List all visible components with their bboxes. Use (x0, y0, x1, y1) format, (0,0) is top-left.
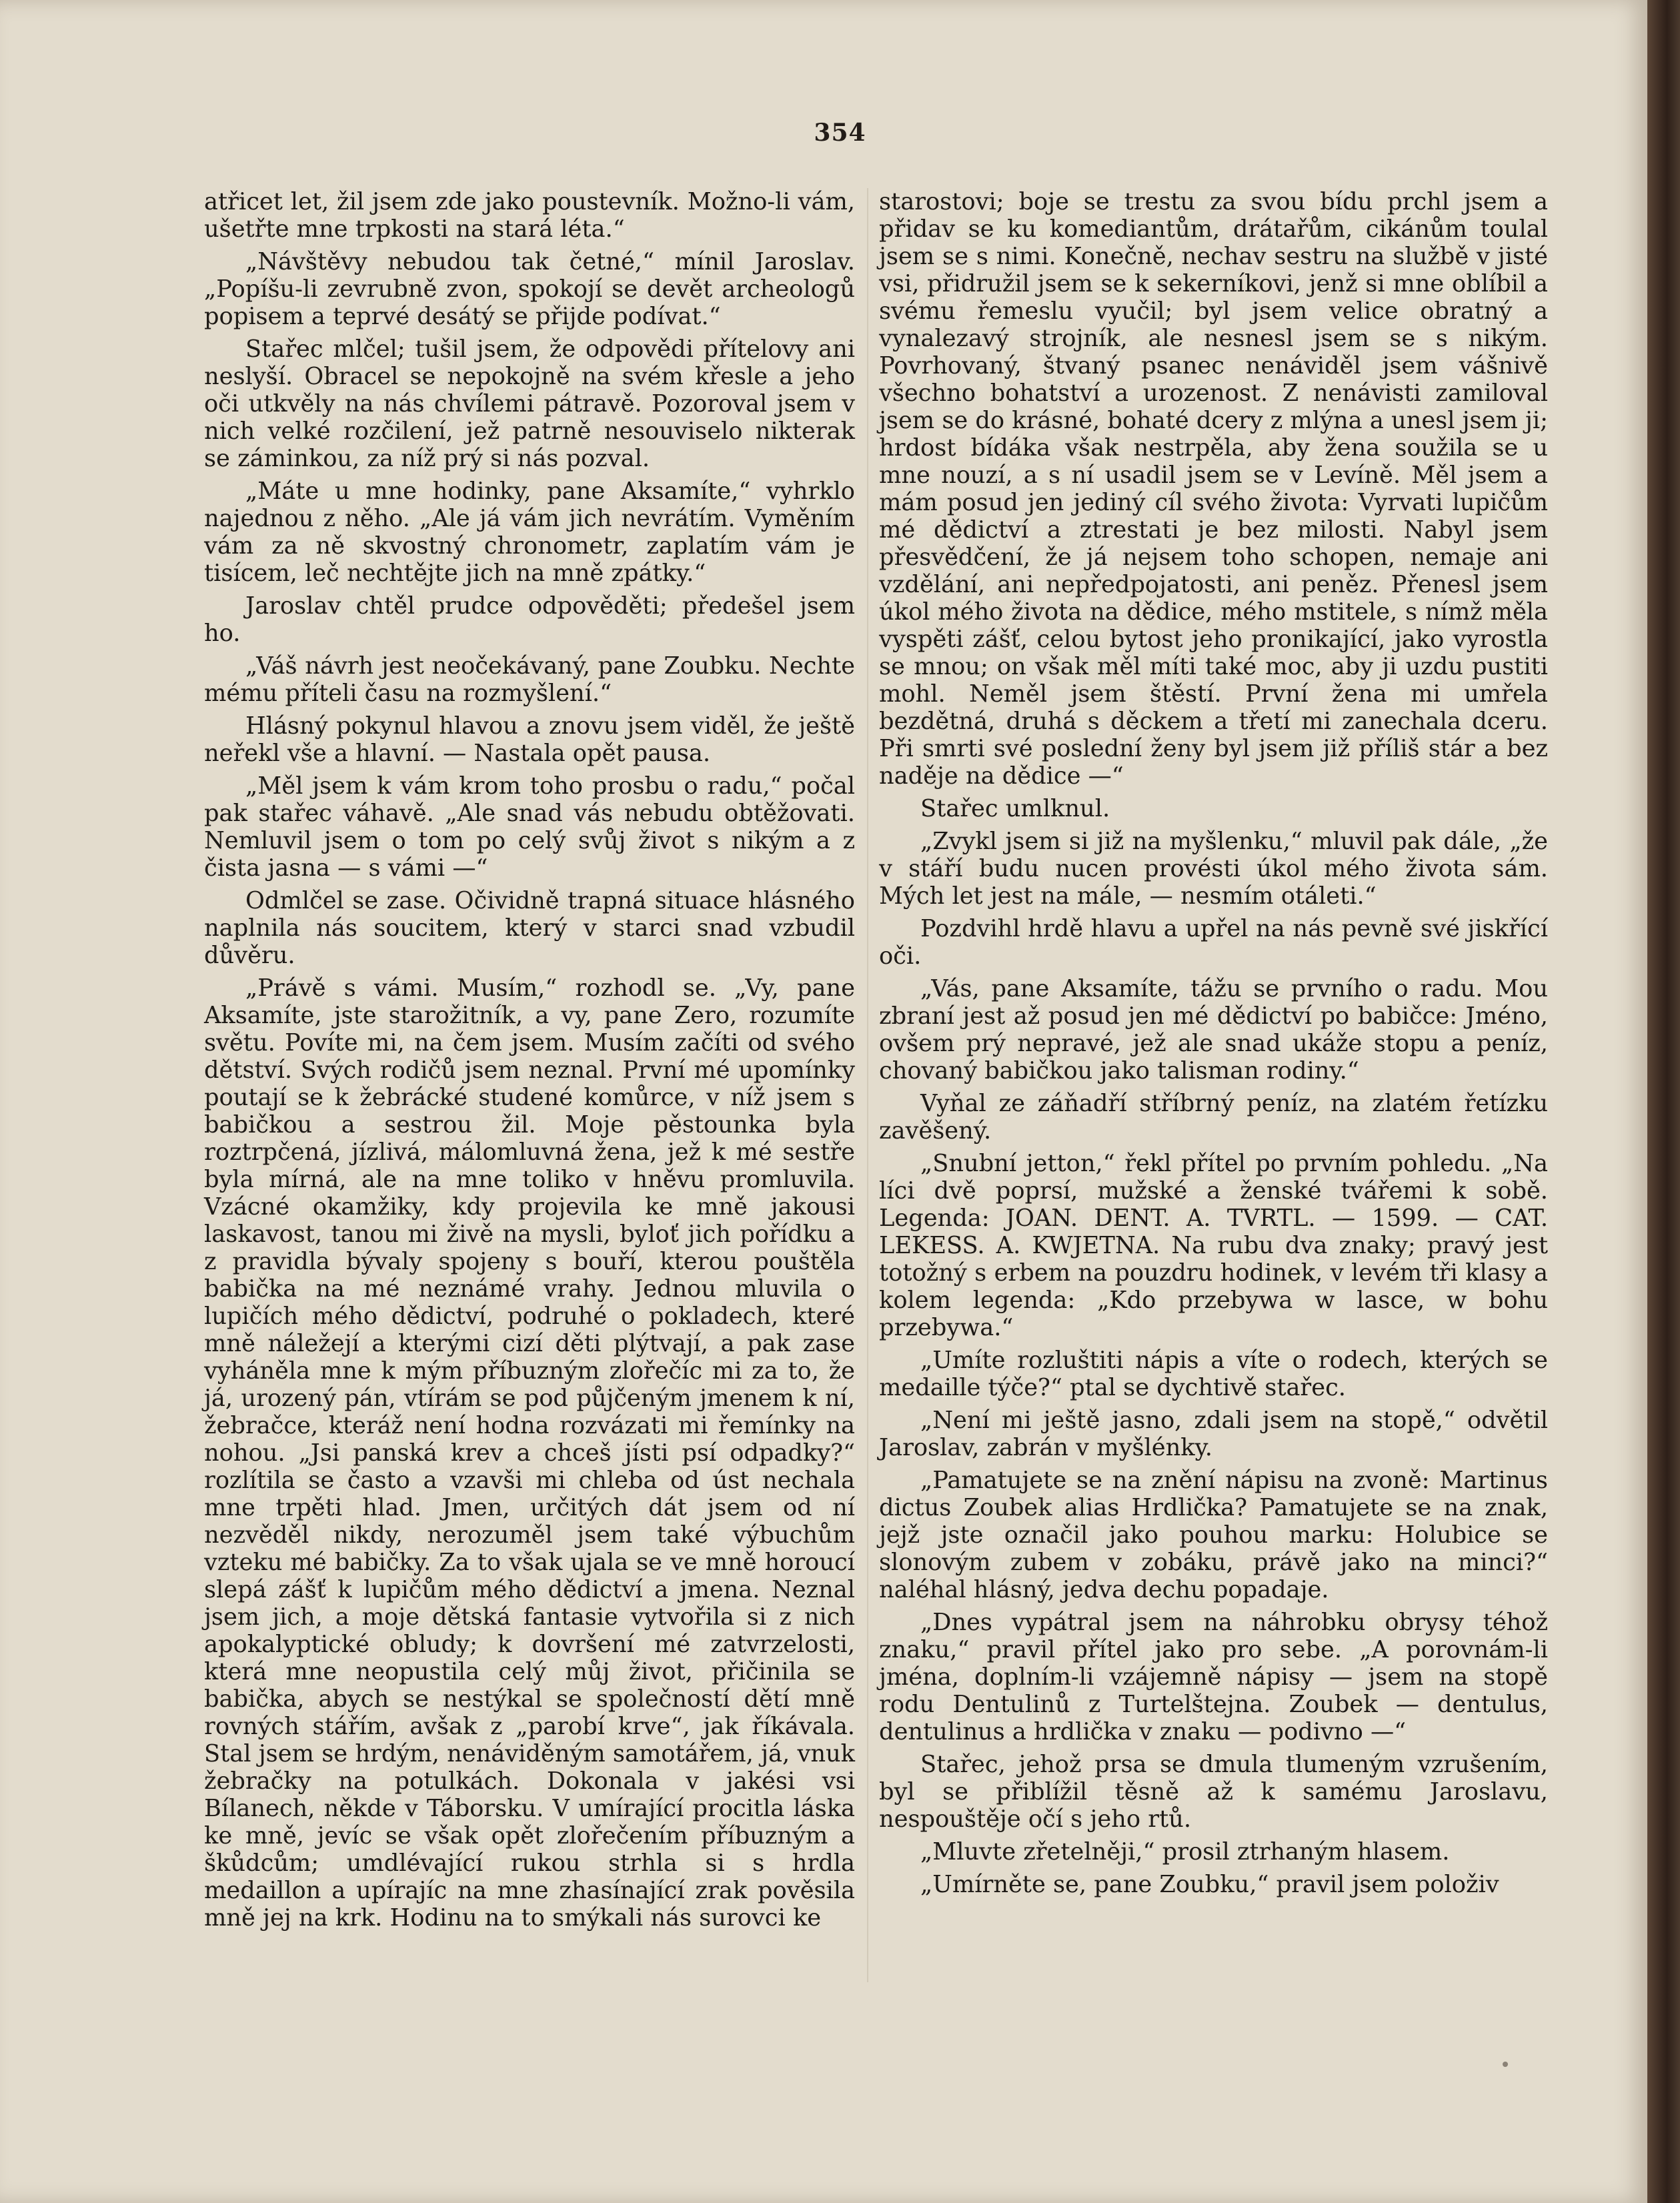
paragraph: Stařec umlknul. (920, 795, 1110, 822)
paragraph: Stařec mlčel; tušil jsem, že odpovědi přítelovy ani neslyší. Obracel se nepokojně na svém křesle a jeho oči utkvěly na nás chvílemi pátravě. Pozoroval jsem v nich velké rozčilení, jež patrně nesouviselo nikterak se záminkou, za níž prý si nás pozval. (204, 335, 855, 472)
paragraph: „Zvykl jsem si již na myšlenku,“ mluvil pak dále, „že v stáří budu nucen provésti úkol mého života sám. Mých let jest na mále, — nesmím otáleti.“ (879, 828, 1548, 910)
paragraph: „Umíte rozluštiti nápis a víte o rodech, kterých se medaille týče?“ ptal se dychtivě stařec. (879, 1347, 1548, 1401)
paragraph: starostovi; boje se trestu za svou bídu prchl jsem a přidav se ku komediantům, drátařům, cikánům toulal jsem se s nimi. Konečně, nechav sestru na službě v jisté vsi, přidružil jsem se k sekerníkovi, jenž si mne oblíbil a svému řemeslu vyučil; byl jsem velice obratný a vynalezavý strojník, ale nesnesl jsem se s nikým. Povrhovaný, štvaný psanec nenáviděl jsem vášnivě všechno bohatství a urozenost. Z nenávisti zamiloval jsem se do krásné, bohaté dcery z mlýna a unesl jsem ji; hrdost bídáka však nestrpěla, aby žena soužila se u mne nouzí, a s ní usadil jsem se v Levíně. Měl jsem a mám posud jen jediný cíl svého života: Vyrvati lupičům mé dědictví a ztrestati je bez milosti. Nabyl jsem přesvědčení, že já nejsem toho schopen, nemaje ani vzdělání, ani nepředpojatosti, ani peněz. Přenesl jsem úkol mého života na dědice, mého mstitele, s nímž měla vyspěti zášť, celou bytost jeho pronikající, jako vyrostla se mnou; on však měl míti také moc, aby ji uzdu pustiti mohl. Neměl jsem štěstí. První žena mi umřela bezdětná, druhá s děckem a třetí mi zanechala dceru. Při smrti své poslední ženy byl jsem již příliš stár a bez naděje na dědice —“ (879, 188, 1548, 790)
paragraph: „Mluvte zřetelněji,“ prosil ztrhaným hlasem. (920, 1838, 1450, 1866)
page-number: 354 (814, 119, 866, 147)
paragraph: „Návštěvy nebudou tak četné,“ mínil Jaroslav. „Popíšu-li zevrubně zvon, spokojí se devět archeologů popisem a teprvé desátý se přijde podívat.“ (204, 248, 855, 330)
paragraph: Stařec, jehož prsa se dmula tlumeným vzrušením, byl se přiblížil těsně až k samému Jaroslavu, nespouštěje očí s jeho rtů. (879, 1751, 1548, 1833)
paragraph: Hlásný pokynul hlavou a znovu jsem viděl, že ještě neřekl vše a hlavní. — Nastala opět pausa. (204, 712, 855, 767)
paragraph: Jaroslav chtěl prudce odpověděti; předešel jsem ho. (204, 592, 855, 647)
paragraph: „Dnes vypátral jsem na náhrobku obrysy téhož znaku,“ pravil přítel jako pro sebe. „A porovnám-li jména, doplním-li vzájemně nápisy — jsem na stopě rodu Dentulinů z Turtelštejna. Zoubek — dentulus, dentulinus a hrdlička v znaku — podivno —“ (879, 1609, 1548, 1745)
paragraph: „Pamatujete se na znění nápisu na zvoně: Martinus dictus Zoubek alias Hrdlička? Pamatujete se na znak, jejž jste označil jako pouhou marku: Holubice se slonovým zubem v zobáku, právě jako na minci?“ naléhal hlásný, jedva dechu popadaje. (879, 1467, 1548, 1603)
paragraph: „Právě s vámi. Musím,“ rozhodl se. „Vy, pane Aksamíte, jste starožitník, a vy, pane Zero, rozumíte světu. Povíte mi, na čem jsem. Musím začíti od svého dětství. Svých rodičů jsem neznal. První mé upomínky poutají se k žebrácké studené komůrce, v níž jsem s babičkou a sestrou žil. Moje pěstounka byla roztrpčená, jízlivá, málomluvná žena, jež k mé sestře byla mírná, ale na mne toliko v hněvu promluvila. Vzácné okamžiky, kdy projevila ke mně jakousi laskavost, tanou mi živě na mysli, byloť jich pořídku a z pravidla bývaly spojeny s bouří, kterou pouštěla babička na mé neznámé vrahy. Jednou mluvila o lupičích mého dědictví, podruhé o pokladech, které mně náležejí a kterými cizí děti plýtvají, a pak zase vyháněla mne k mým příbuzným zlořečíc mi za to, že já, urozený pán, vtírám se pod půjčeným jmenem k ní, žebračce, kteráž není hodna rozvázati mi řemínky na nohou. „Jsi panská krev a chceš jísti psí odpadky?“ rozlítila se často a vzavši mi chleba od úst nechala mne trpěti hlad. Jmen, určitých dát jsem od ní nezvěděl nikdy, nerozuměl jsem také výbuchům vzteku mé babičky. Za to však ujala se ve mně horoucí slepá zášť k lupičům mého dědictví a jmena. Neznal jsem jich, a moje dětská fantasie vytvořila si z nich apokalyptické obludy; k dovršení mé zatvrzelosti, která mne neopustila celý můj život, přičinila se babička, abych se nestýkal se společností dětí mně rovných stářím, avšak z „parobí krve“, jak říkávala. Stal jsem se hrdým, nenáviděným samotářem, já, vnuk žebračky na potulkách. Dokonala v jakési vsi Bílanech, někde v Táborsku. V umírající procitla láska ke mně, jevíc se však opět zlořečením příbuzným a škůdcům; umdlévající rukou strhla si s hrdla medaillon a upírajíc na mne zhasínající zrak pověsila mně jej na krk. Hodinu na to smýkali nás surovci ke (204, 974, 855, 1932)
paragraph: Odmlčel se zase. Očividně trapná situace hlásného naplnila nás soucitem, který v starci snad vzbudil důvěru. (204, 887, 855, 969)
paper-speck (1503, 2062, 1508, 2067)
paragraph: Pozdvihl hrdě hlavu a upřel na nás pevně své jiskřící oči. (879, 915, 1548, 970)
paragraph: „Máte u mne hodinky, pane Aksamíte,“ vyhrklo najednou z něho. „Ale já vám jich nevrátím. Vyměním vám za ně skvostný chronometr, zaplatím vám je tisícem, leč nechtějte jich na mně zpátky.“ (204, 478, 855, 587)
paragraph: „Váš návrh jest neočekávaný, pane Zoubku. Nechte mému příteli času na rozmyšlení.“ (204, 652, 855, 707)
paragraph: „Snubní jetton,“ řekl přítel po prvním pohledu. „Na líci dvě poprsí, mužské a ženské tvářemi k sobě. Legenda: JOAN. DENT. A. TVRTL. — 1599. — CAT. LEKESS. A. KWJETNA. Na rubu dva znaky; pravý jest totožný s erbem na pouzdru hodinek, v levém tři klasy a kolem legenda: „Kdo przebywa w lasce, w bohu przebywa.“ (879, 1150, 1548, 1341)
column-divider (867, 188, 868, 1982)
paragraph: „Umírněte se, pane Zoubku,“ pravil jsem položiv (920, 1871, 1499, 1898)
paragraph: „Měl jsem k vám krom toho prosbu o radu,“ počal pak stařec váhavě. „Ale snad vás nebudu obtěžovati. Nemluvil jsem o tom po celý svůj život s nikým a z čista jasna — s vámi —“ (204, 772, 855, 882)
book-binding (1647, 0, 1680, 2203)
paragraph: Vyňal ze záňadří stříbrný peníz, na zlatém řetízku zavěšený. (879, 1090, 1548, 1145)
left-column (204, 188, 855, 1937)
paragraph: „Není mi ještě jasno, zdali jsem na stopě,“ odvětil Jaroslav, zabrán v myšlénky. (879, 1407, 1548, 1461)
right-column (879, 188, 1548, 1904)
paragraph: atřicet let, žil jsem zde jako poustevník. Možno-li vám, ušetřte mne trpkosti na stará léta.“ (204, 188, 855, 243)
paragraph: „Vás, pane Aksamíte, tážu se prvního o radu. Mou zbraní jest až posud jen mé dědictví po babičce: Jméno, ovšem prý nepravé, jež ale snad ukáže stopu a peníz, chovaný babičkou jako talisman rodiny.“ (879, 975, 1548, 1084)
